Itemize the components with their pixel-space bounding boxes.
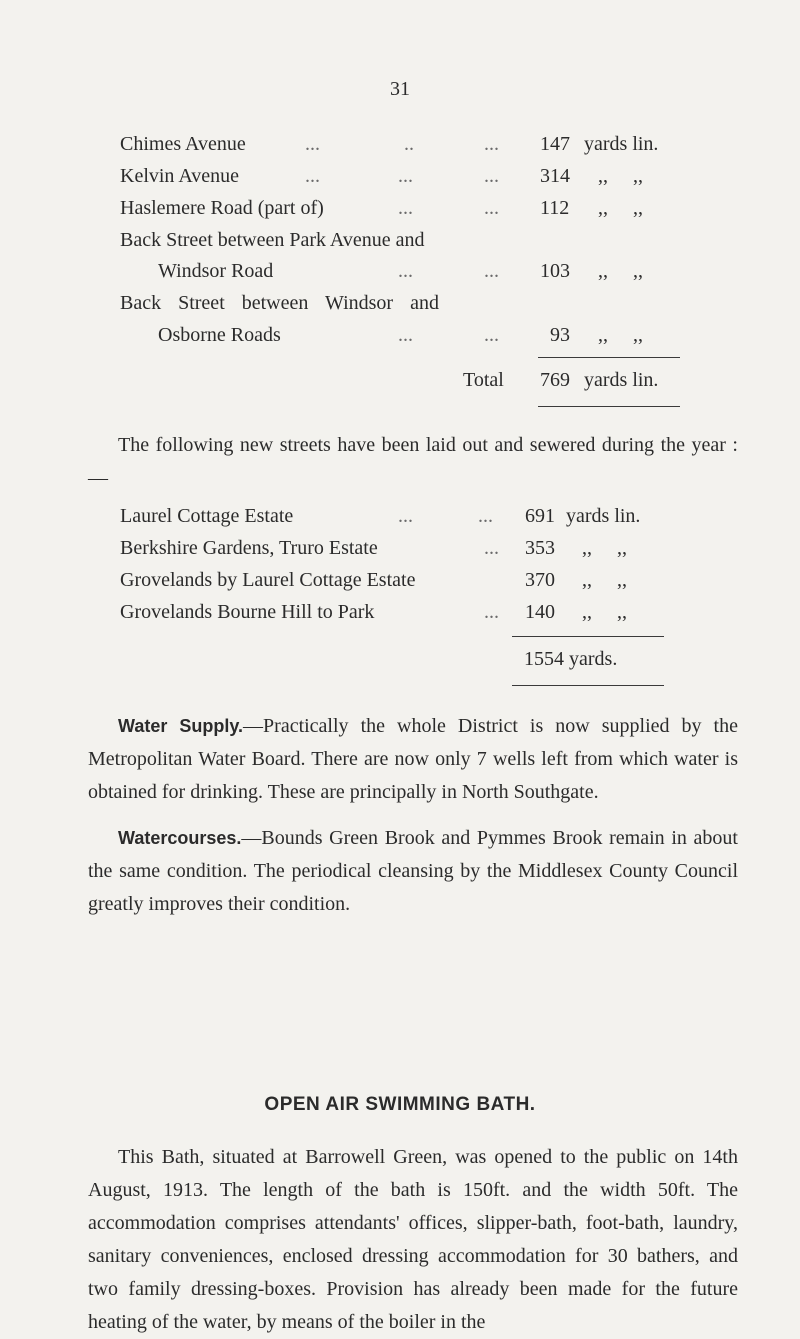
total-row — [0, 369, 800, 399]
leader-dots: ... — [478, 505, 493, 527]
leader-dots: ... — [398, 165, 413, 187]
length-value: 93 — [550, 324, 570, 346]
length-unit: ,, ,, — [598, 260, 643, 282]
leader-dots: ... — [305, 133, 320, 155]
intro-paragraph — [88, 429, 738, 495]
table-row — [0, 260, 800, 290]
total-value: 1554 yards. — [524, 648, 618, 670]
length-unit: ,, ,, — [598, 165, 643, 187]
leader-dots: .. — [404, 133, 414, 155]
street-name: Grovelands by Laurel Cottage Estate — [120, 569, 416, 591]
total-row — [0, 648, 800, 678]
length-value: 147 — [540, 133, 570, 155]
table-row — [0, 165, 800, 195]
length-value: 691 — [525, 505, 555, 527]
length-value: 353 — [525, 537, 555, 559]
length-unit: yards lin. — [566, 505, 641, 527]
total-unit: yards lin. — [584, 369, 659, 391]
sum-rule — [538, 357, 680, 358]
length-value: 314 — [540, 165, 570, 187]
watercourses-text: —Bounds Green Brook and Pymmes Brook remain in about the same condition. The periodical cleansing by the Middlesex County Council greatly improves their condition. — [88, 827, 738, 915]
length-unit: ,, ,, — [582, 569, 627, 591]
table-row — [0, 229, 800, 259]
length-value: 140 — [525, 601, 555, 623]
section-title: OPEN AIR SWIMMING BATH. — [264, 1094, 536, 1115]
street-name: Grovelands Bourne Hill to Park — [120, 601, 375, 623]
watercourses-paragraph — [88, 822, 738, 921]
leader-dots: ... — [484, 165, 499, 187]
leader-dots: ... — [398, 260, 413, 282]
street-name: Haslemere Road (part of) — [120, 197, 324, 219]
total-rule — [512, 685, 664, 686]
street-name: Back Street between Windsor and — [120, 292, 439, 314]
leader-dots: ... — [398, 324, 413, 346]
length-unit: ,, ,, — [582, 601, 627, 623]
leader-dots: ... — [484, 260, 499, 282]
leader-dots: ... — [484, 133, 499, 155]
sum-rule — [512, 636, 664, 637]
table-row — [0, 324, 800, 354]
total-label: Total — [463, 369, 504, 391]
leader-dots: ... — [398, 505, 413, 527]
street-name: Laurel Cottage Estate — [120, 505, 294, 527]
street-name: Osborne Roads — [158, 324, 281, 346]
leader-dots: ... — [484, 537, 499, 559]
length-unit: ,, ,, — [598, 324, 643, 346]
length-unit: yards lin. — [584, 133, 659, 155]
watercourses-heading: Watercourses. — [118, 828, 242, 848]
table-row — [0, 197, 800, 227]
length-value: 370 — [525, 569, 555, 591]
table-row — [0, 292, 800, 322]
table-row — [0, 569, 800, 599]
swimming-text: This Bath, situated at Barrowell Green, was opened to the public on 14th August, 1913. The length of the bath is 150ft. and the width 50ft. The accommodation comprises attendants' offices, slipper-bath, foot-bath, laundry, sanitary conveniences, enclosed dressing accommodation for 30 bathers, and two family dressing-boxes. Provision has already been made for the future heating of the water, by means of the boiler in the — [88, 1146, 738, 1333]
water-supply-text: —Practically the whole District is now supplied by the Metropolitan Water Board. There are now only 7 wells left from which water is obtained for drinking. These are principally in North Southgate. — [88, 715, 738, 803]
street-name: Kelvin Avenue — [120, 165, 240, 187]
length-unit: ,, ,, — [598, 197, 643, 219]
total-rule — [538, 406, 680, 407]
water-supply-heading: Water Supply. — [118, 716, 244, 736]
swimming-paragraph — [88, 1141, 738, 1339]
intro-text: The following new streets have been laid out and sewered during the year :— — [88, 434, 738, 489]
total-value: 769 — [540, 369, 570, 391]
leader-dots: ... — [484, 324, 499, 346]
street-name: Windsor Road — [158, 260, 274, 282]
street-name: Chimes Avenue — [120, 133, 246, 155]
leader-dots: ... — [484, 601, 499, 623]
leader-dots: ... — [305, 165, 320, 187]
street-name: Berkshire Gardens, Truro Estate — [120, 537, 378, 559]
leader-dots: ... — [398, 197, 413, 219]
length-value: 103 — [540, 260, 570, 282]
length-unit: ,, ,, — [582, 537, 627, 559]
street-name: Back Street between Park Avenue and — [120, 229, 425, 251]
page-number: 31 — [390, 78, 410, 100]
table-row — [0, 505, 800, 535]
table-row — [0, 537, 800, 567]
length-value: 112 — [540, 197, 570, 219]
table-row — [0, 601, 800, 631]
water-supply-paragraph — [88, 710, 738, 809]
leader-dots: ... — [484, 197, 499, 219]
table-row — [0, 133, 800, 163]
